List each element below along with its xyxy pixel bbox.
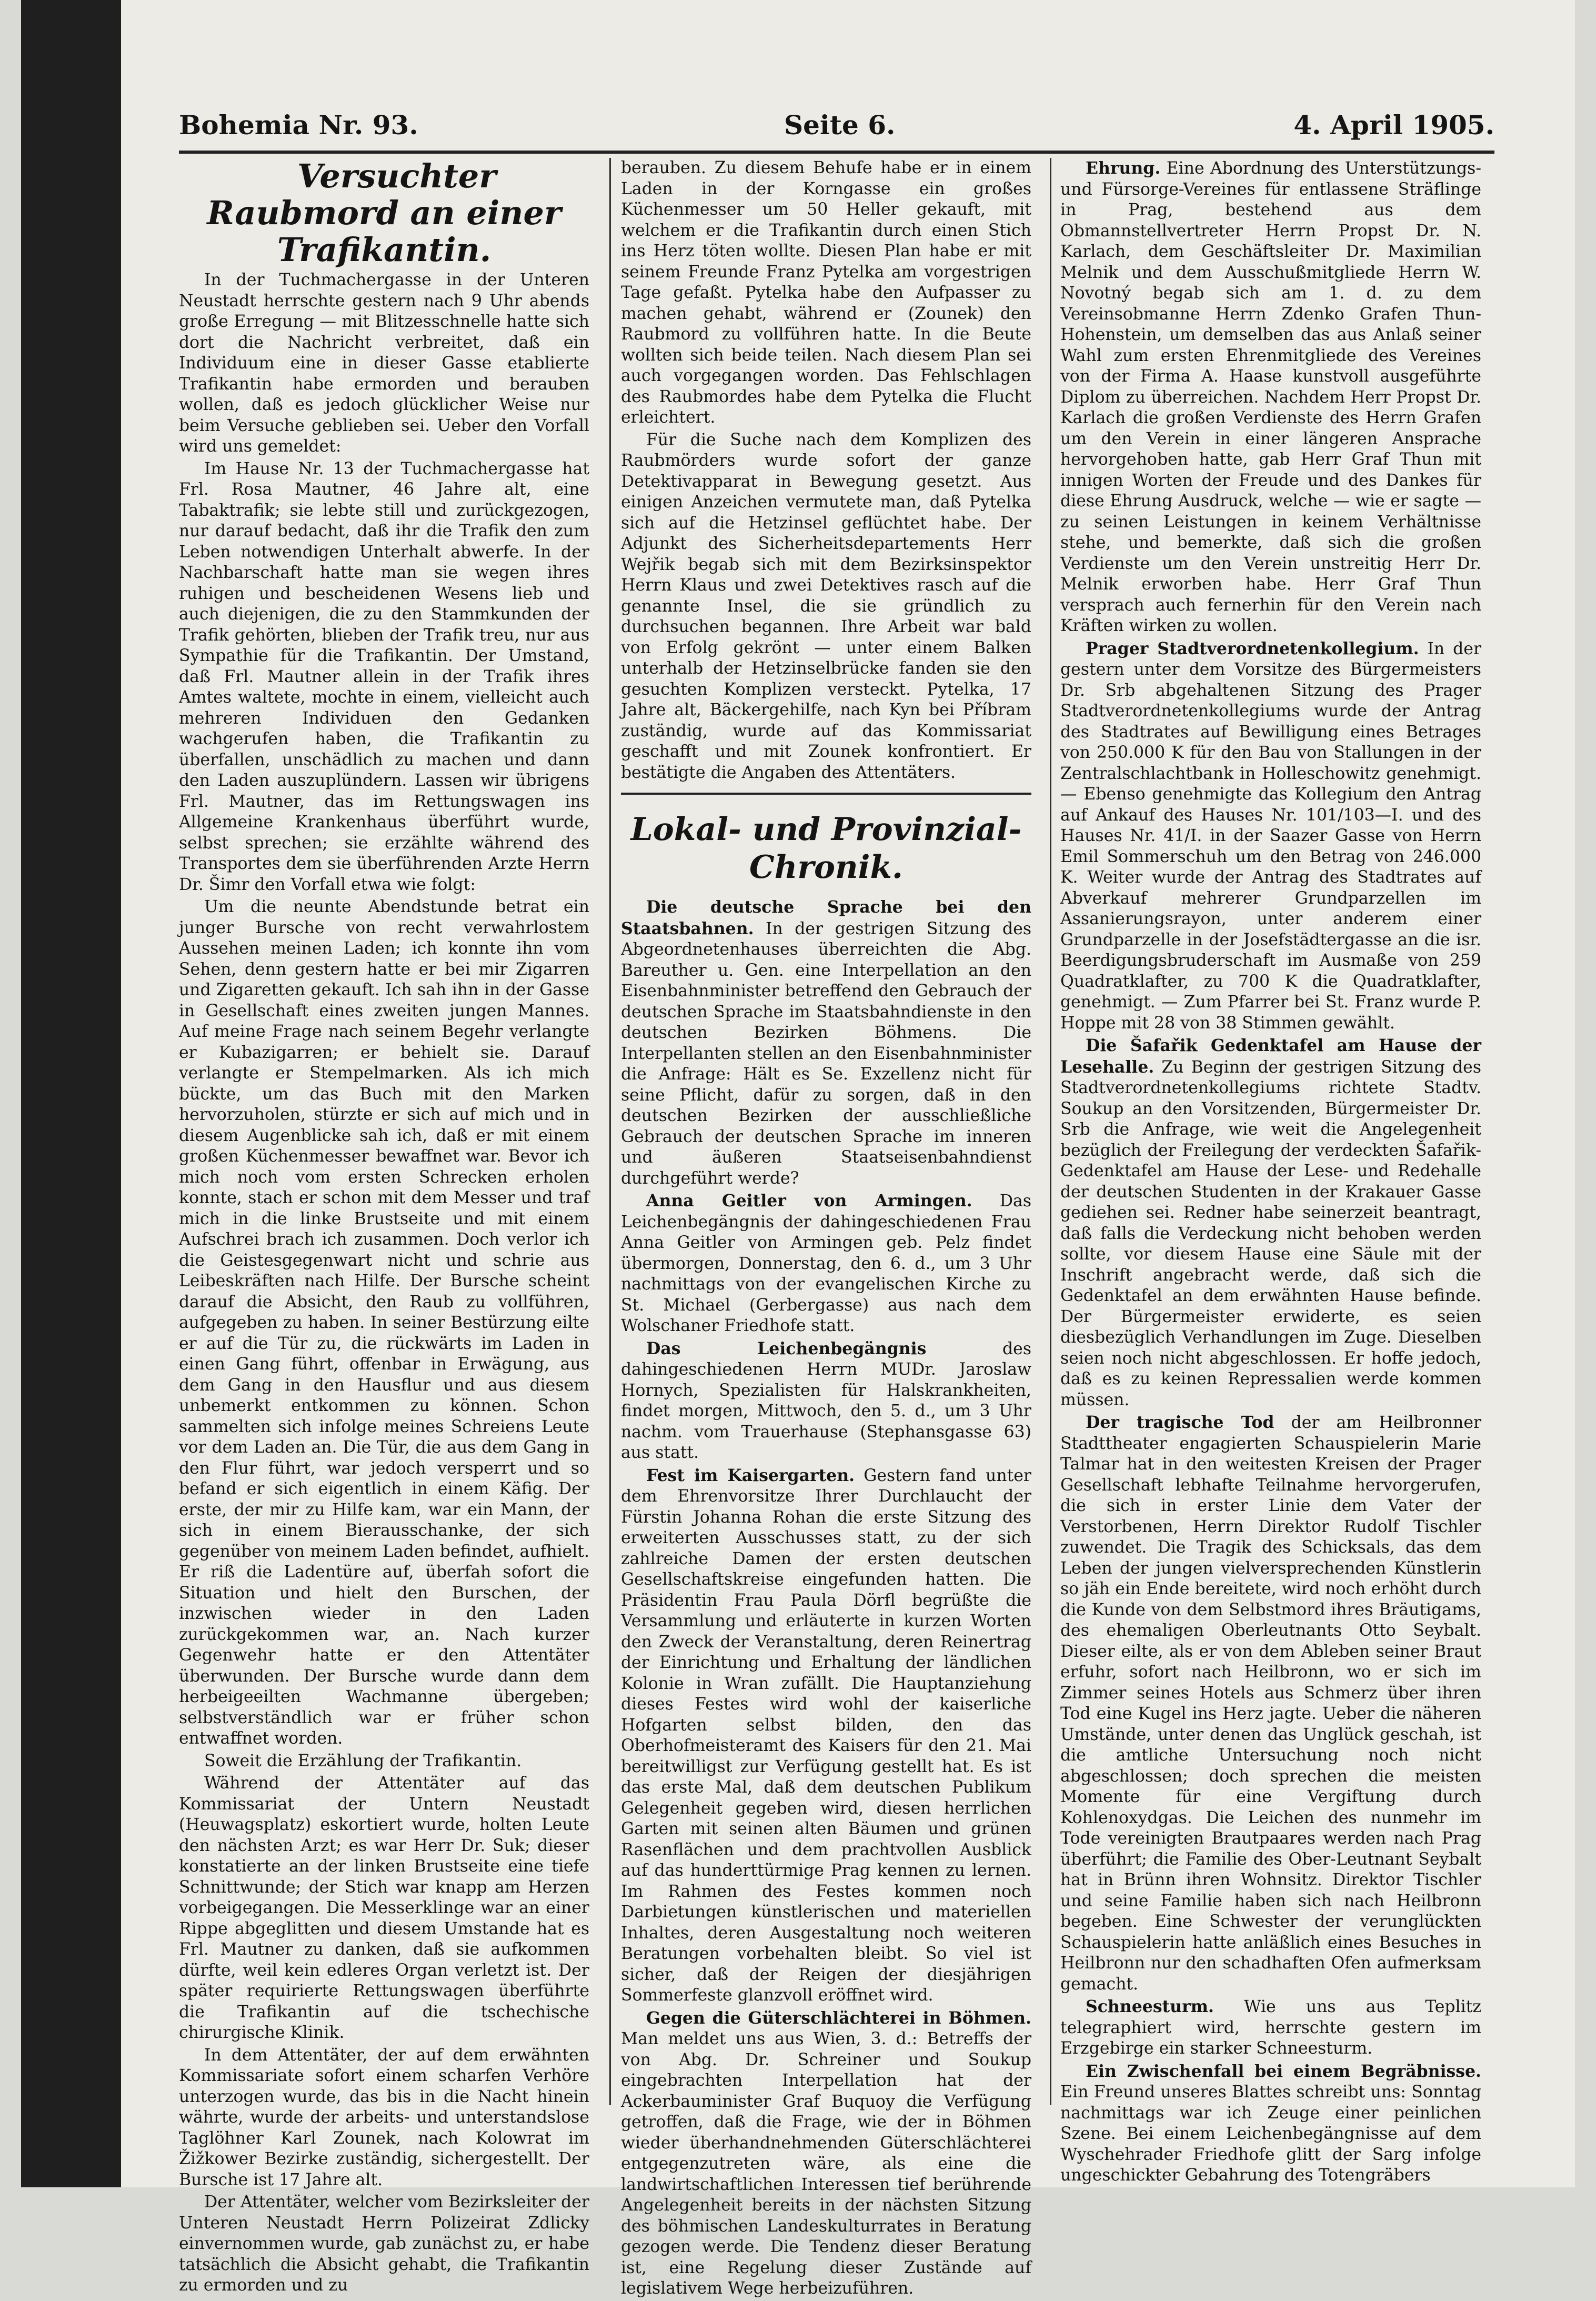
news-heading: Das Leichenbegängnis (646, 1338, 927, 1358)
article-paragraph: In dem Attentäter, der auf dem erwähnten Kommissariate sofort einem scharfen Verhöre unterzogen wurde, das bis in die Nacht hinein währte, wurde der arbeits- und unterstandslose Taglöhner Karl Zounek, nach Kolowrat im Žižkower Bezirke zuständig, sichergestellt. Der Bursche ist 17 Jahre alt. (179, 2045, 589, 2189)
article-paragraph: Während der Attentäter auf das Kommissariat der Untern Neustadt (Heuwagsplatz) eskortiert wurde, holten Leute den nächsten Arzt; es war Herr Dr. Suk; dieser konstatierte an der linken Brustseite eine tiefe Schnittwunde; der Stich war knapp am Herzen vorbeigegangen. Die Messerklinge war an einer Rippe abgeglitten und diesem Umstande hat es Frl. Mautner zu danken, daß sie aufkommen dürfte, weil kein edleres Organ verletzt ist. Der später requirierte Rettungswagen überführte die Trafikantin auf die tschechische chirurgische Klinik. (179, 1774, 589, 2042)
column-1 (179, 158, 589, 2298)
news-heading: Ein Zwischenfall bei einem Begräbnisse. (1086, 2061, 1481, 2081)
news-text: Das Leichenbegängnis der dahingeschiedenen Frau Anna Geitler von Armingen geb. Pelz findet übermorgen, Donnerstag, den 6. d., um 3 Uhr nachmittags von der evangelischen Kirche zu St. Michael (Gerbergasse) aus nach dem Wolschaner Friedhofe statt. (621, 1192, 1031, 1335)
news-text: Man meldet uns aus Wien, 3. d.: Betreffs der von Abg. Dr. Schreiner und Soukup eingebrachten Interpellation hat der Ackerbauminister Graf Buquoy die Verfügung getroffen, daß die Frage, wie der in Böhmen wieder überhandnehmenden Güterschlächterei entgegenzutreten wäre, als eine die landwirtschaftlichen Interessen tief berührende Angelegenheit bereits in der nächsten Sitzung des böhmischen Landeskulturrates in Beratung gezogen werde. Die Tendenz dieser Beratung ist, eine Regelung dieser Zustände auf legislativem Wege herbeizuführen. (621, 2029, 1031, 2298)
column-rule-1 (609, 158, 611, 2105)
news-heading: Der tragische Tod (1086, 1413, 1274, 1432)
column-rule-2 (1050, 158, 1051, 2105)
news-text: des dahingeschiedenen Herrn MUDr. Jaroslaw Hornych, Spezialisten für Halskrankheiten, findet morgen, Mittwoch, den 5. d., um 3 Uhr nachm. vom Trauerhause (Stephansgasse 63) aus statt. (621, 1339, 1031, 1462)
section-title: Lokal- und Provinzial-Chronik. (630, 811, 1022, 886)
news-text: Zu Beginn der gestrigen Sitzung des Stadtverordnetenkollegiums richtete Stadtv. Soukup an den Vorsitzenden, Bürgermeister Dr. Srb die Anfrage, wie weit die Angelegenheit bezüglich der Freilegung der verdeckten Šafařik-Gedenktafel am Hause der Lese- und Redehalle der deutschen Studenten in der Krakauer Gasse gediehen sei. Redner habe seinerzeit beantragt, daß falls die Verdeckung nicht behoben werden sollte, vor diesem Hause eine Säule mit der Inschrift angebracht werde, daß sich die Gedenktafel an dem erwähnten Hause befinde. Der Bürgermeister erwiderte, es seien diesbezüglich Verhandlungen im Zuge. Dieselben seien noch nicht abgeschlossen. Er hoffe jedoch, daß es zu keinen Repressalien werde kommen müssen. (1060, 1057, 1481, 1409)
article-paragraph: Der Attentäter, welcher vom Bezirksleiter der Unteren Neustadt Herrn Polizeirat Zdlicky einvernommen wurde, gab zunächst zu, er habe tatsächlich die Absicht gehabt, die Trafikantin zu ermorden und zu (179, 2193, 589, 2295)
section-rule (621, 793, 1031, 795)
news-text: In der gestrigen Sitzung des Abgeordnetenhauses überreichten die Abg. Bareuther u. Gen. eine Interpellation an den Eisenbahnminister betreffend den Gebrauch der deutschen Sprache im Staatsbahndienste in den deutschen Bezirken Böhmens. Die Interpellanten stellen an den Eisenbahnminister die Anfrage: Hält es Se. Exzellenz nicht für seine Pflicht, dafür zu sorgen, daß in den deutschen Bezirken der ausschließliche Gebrauch der deutschen Sprache im inneren und äußeren Staatseisenbahndienst durchgeführt werde? (621, 919, 1032, 1188)
scan-edge (21, 0, 121, 2187)
news-heading: Gegen die Güterschlächterei in Böhmen. (646, 2008, 1031, 2028)
column-2 (621, 158, 1031, 2301)
news-heading: Schneesturm. (1086, 1997, 1214, 2016)
news-text: Ein Freund unseres Blattes schreibt uns: Sonntag nachmittags war ich Zeuge einer peinlichen Szene. Bei einem Leichenbegängnisse auf dem Wyschehrader Friedhofe glitt der Sarg infolge ungeschickter Gebahrung des Totengräbers (1060, 2083, 1481, 2185)
header-date: 4. April 1905. (1293, 109, 1494, 141)
newspaper-page (21, 0, 1575, 2298)
news-text: In der gestern unter dem Vorsitze des Bürgermeisters Dr. Srb abgehaltenen Sitzung des Prager Stadtverordnetenkollegiums wurde der Antrag des Stadtrates auf Bewilligung eines Betrages von 250.000 K für den Bau von Stallungen in der Zentralschlachtbank in Holleschowitz genehmigt. — Ebenso genehmigte das Kollegium den Antrag auf Ankauf des Hauses Nr. 101/103—I. und des Hauses Nr. 41/I. in der Saazer Gasse von Herrn Emil Sommerschuh um den Betrag von 246.000 K. Weiter wurde der Antrag des Stadtrates auf Abverkauf mehrerer Grundparzellen im Assanierungsrayon, unter anderem einer Grundparzelle in der Josefstädtergasse an die isr. Beerdigungsbruderschaft im Ausmaße von 259 Quadratklafter, zu 700 K die Quadratklafter, genehmigt. — Zum Pfarrer bei St. Franz wurde P. Hoppe mit 28 von 38 Stimmen gewählt. (1060, 639, 1482, 1033)
header-rule (179, 151, 1494, 154)
article-paragraph: Für die Suche nach dem Komplizen des Raubmörders wurde sofort der ganze Detektivapparat in Bewegung gesetzt. Aus einigen Anzeichen vermutete man, daß Pytelka sich auf die Hetzinsel geflüchtet habe. Der Adjunkt des Sicherheitsdepartements Herr Wejřik begab sich mit dem Bezirksinspektor Herrn Klaus und zwei Detektives rasch auf die genannte Insel, die sie gründlich zu durchsuchen begannen. Ihre Arbeit war bald von Erfolg gekrönt — unter einem Balken unterhalb der Hetzinselbrücke fanden sie den gesuchten Komplizen versteckt. Pytelka, 17 Jahre alt, Bäckergehilfe, nach Kyn bei Příbram zuständig, wurde auf das Kommissariat geschafft und mit Zounek konfrontiert. Er bestätigte die Angaben des Attentäters. (621, 430, 1031, 782)
news-text: der am Heilbronner Stadttheater engagierten Schauspielerin Marie Talmar hat in den weitesten Kreisen der Prager Gesellschaft lebhafte Teilnahme hervorgerufen, die sich in erster Linie dem Vater der Verstorbenen, Herrn Direktor Rudolf Tischler zuwendet. Die Tragik des Schicksals, das dem Leben der jungen vielversprechenden Künstlerin so jäh ein Ende bereitete, wird noch erhöht durch die Kunde von dem Selbstmord ihres Bräutigams, des ehemaligen Oberleutnants Otto Seybalt. Dieser eilte, als er von dem Ableben seiner Braut erfuhr, sofort nach Heilbronn, wo er sich im Zimmer seines Hotels aus Schmerz über ihren Tod eine Kugel ins Herz jagte. Ueber die näheren Umstände, unter denen das Unglück geschah, ist die amtliche Untersuchung noch nicht abgeschlossen; doch sprechen die meisten Momente für eine Vergiftung durch Kohlenoxydgas. Die Leichen des nunmehr im Tode vereinigten Brautpaares werden nach Prag überführt; die Familie des Ober-Leutnant Seybalt hat in Brünn ihren Wohnsitz. Direktor Tischler und seine Familie haben sich nach Heilbronn begeben. Eine Schwester der verunglückten Schauspielerin hatte anläßlich eines Besuches in Heilbronn nur den schadhaften Ofen aufmerksam gemacht. (1060, 1413, 1482, 1994)
header-publication: Bohemia Nr. 93. (179, 109, 418, 141)
news-heading: Fest im Kaisergarten. (646, 1465, 855, 1485)
article-paragraph: Im Hause Nr. 13 der Tuchmachergasse hat Frl. Rosa Mautner, 46 Jahre alt, eine Tabaktrafik; sie lebte still und zurückgezogen, nur darauf bedacht, daß ihr die Trafik den zum Leben notwendigen Unterhalt abwerfe. In der Nachbarschaft hatte man sie wegen ihres ruhigen und bescheidenen Wesens lieb und auch diejenigen, die zu den Stammkunden der Trafik gehörten, blieben der Trafik treu, nur aus Sympathie für die Trafikantin. Der Umstand, daß Frl. Mautner allein in der Trafik ihres Amtes waltete, mochte in einem, vielleicht auch mehreren Individuen den Gedanken wachgerufen haben, die Trafikantin zu überfallen, unschädlich zu machen und dann den Laden auszuplündern. Lassen wir übrigens Frl. Mautner, das im Rettungswagen ins Allgemeine Krankenhaus überführt wurde, selbst sprechen; sie erzählte während des Transportes dem sie überführenden Arzte Herrn Dr. Šimr den Vorfall etwa wie folgt: (179, 459, 589, 894)
news-heading: Prager Stadtverordnetenkollegium. (1086, 638, 1419, 658)
article-paragraph: Um die neunte Abendstunde betrat ein junger Bursche von recht verwahrlostem Aussehen meinen Laden; ich konnte ihn vom Sehen, denn gestern hatte er bei mir Zigarren und Zigaretten gekauft. Ich sah ihn in der Gasse in Gesellschaft eines zweiten jungen Mannes. Auf meine Frage nach seinem Begehr verlangte er Kubazigarren; er behielt sie. Darauf verlangte er Stempelmarken. Als ich mich bückte, um das Buch mit den Marken hervorzuholen, stürzte er sich auf mich und in diesem Augenblicke sah ich, daß er mit einem großen Küchenmesser bewaffnet war. Bevor ich mich noch vom ersten Schrecken erholen konnte, stach er schon mit dem Messer und traf mich in die linke Brustseite und mit einem Aufschrei brach ich zusammen. Doch verlor ich die Geistesgegenwart nicht und schrie aus Leibeskräften nach Hilfe. Der Bursche scheint darauf die Absicht, den Raub zu vollführen, aufgegeben zu haben. In seiner Bestürzung eilte er auf die Tür zu, die rückwärts im Laden in einen Gang führt, offenbar in Erwägung, aus dem Gang in den Hausflur und aus diesem unbemerkt entkommen zu können. Schon sammelten sich infolge meines Schreiens Leute vor dem Laden an. Die Tür, die aus dem Gang in den Flur führt, war jedoch versperrt und so befand er sich eigentlich in einem Käfig. Der erste, der mir zu Hilfe kam, war ein Mann, der sich in einem Bierausschanke, der sich gegenüber von meinem Laden befindet, aufhielt. Er riß die Ladentüre auf, überfah sofort die Situation und hielt den Burschen, der inzwischen wieder in den Laden zurückgekommen war, an. Nach kurzer Gegenwehr hatte er den Attentäter überwunden. Der Bursche wurde dann dem herbeigeeilten Wachmanne übergeben; selbstverständlich war er früher schon entwaffnet worden. (179, 897, 589, 1748)
article-paragraph: Soweit die Erzählung der Trafikantin. (204, 1751, 522, 1770)
news-text: Wie uns aus Teplitz telegraphiert wird, herrschte gestern im Erzgebirge ein starker Schneesturm. (1060, 1997, 1481, 2058)
column-3 (1060, 158, 1481, 2188)
news-text: Eine Abordnung des Unterstützungs- und Fürsorge-Vereines für entlassene Sträflinge in Prag, bestehend aus dem Obmannstellvertreter Herrn Propst Dr. N. Karlach, dem Geschäftsleiter Dr. Maximilian Melnik und dem Ausschußmitgliede Herrn W. Novotný begab sich am 1. d. zu dem Vereinsobmanne Herrn Zdenko Grafen Thun-Hohenstein, um demselben das aus Anlaß seiner Wahl zum ersten Ehrenmitgliede des Vereines von der Firma A. Haase kunstvoll ausgeführte Diplom zu überreichen. Nachdem Herr Propst Dr. Karlach die großen Verdienste des Herrn Grafen um den Verein in einer längeren Ansprache hervorgehoben hatte, gab Herr Graf Thun mit innigen Worten der Freude und des Dankes für diese Ehrung Ausdruck, welche — wie er sagte — zu seinen Leistungen in keinem Verhältnisse stehe, und bemerkte, daß sich die großen Verdienste um den Verein unstreitig Herr Dr. Melnik erworben habe. Herr Graf Thun versprach auch fernerhin für den Verein nach Kräften wirken zu wollen. (1060, 159, 1481, 635)
news-heading: Die deutsche Sprache bei den Staatsbahnen. (621, 897, 1031, 938)
article-paragraph: In der Tuchmachergasse in der Unteren Neustadt herrschte gestern nach 9 Uhr abends große Erregung — mit Blitzesschnelle hatte sich dort die Nachricht verbreitet, daß ein Individuum eine in dieser Gasse etablierte Trafikantin habe ermorden und berauben wollen, daß es jedoch glücklicher Weise nur beim Versuche geblieben sei. Ueber den Vorfall wird uns gemeldet: (179, 271, 589, 456)
news-heading: Anna Geitler von Armingen. (646, 1191, 972, 1210)
news-text: Gestern fand unter dem Ehrenvorsitze Ihrer Durchlaucht der Fürstin Johanna Rohan die erste Sitzung des erweiterten Ausschusses statt, zu der sich zahlreiche Damen der ersten deutschen Gesellschaftskreise eingefunden hatten. Die Präsidentin Frau Paula Dörfl begrüßte die Versammlung und erläuterte in kurzen Worten den Zweck der Veranstaltung, deren Reinertrag der Einrichtung und Erhaltung der ländlichen Kolonie in Wran zufällt. Die Hauptanziehung dieses Festes wird wohl der kaiserliche Hofgarten selbst bilden, den das Oberhofmeisteramt des Kaisers für den 21. Mai bereitwilligst zur Verfügung gestellt hat. Es ist das erste Mal, daß dem deutschen Publikum Gelegenheit gegeben wird, diesen herrlichen Garten mit seinen alten Bäumen und grünen Rasenflächen und dem prachtvollen Ausblick auf das hunderttürmige Prag kennen zu lernen. Im Rahmen des Festes kommen noch Darbietungen künstlerischen und materiellen Inhaltes, deren Ausgestaltung noch weiteren Beratungen vorbehalten bleibt. So viel ist sicher, daß der Reigen der diesjährigen Sommerfeste glanzvoll eröffnet wird. (621, 1466, 1031, 2005)
article-paragraph: berauben. Zu diesem Behufe habe er in einem Laden in der Korngasse ein großes Küchenmesser um 50 Heller gekauft, mit welchem er die Trafikantin durch einen Stich ins Herz töten wollte. Diesen Plan habe er mit seinem Freunde Franz Pytelka am vorgestrigen Tage gefaßt. Pytelka habe den Aufpasser zu machen gehabt, während er (Zounek) den Raubmord zu vollführen hatte. In die Beute wollten sich beide teilen. Nach diesem Plan sei auch vorgegangen worden. Das Fehlschlagen des Raubmordes habe dem Pytelka die Flucht erleichtert. (621, 158, 1031, 427)
news-heading: Die Šafařik Gedenktafel am Hause der Lesehalle. (1060, 1036, 1481, 1077)
news-heading: Ehrung. (1086, 158, 1161, 178)
header-page-number: Seite 6. (784, 109, 896, 141)
article-title: Versuchter Raubmord an einer Trafikantin. (207, 157, 561, 269)
page-header (179, 109, 1494, 152)
